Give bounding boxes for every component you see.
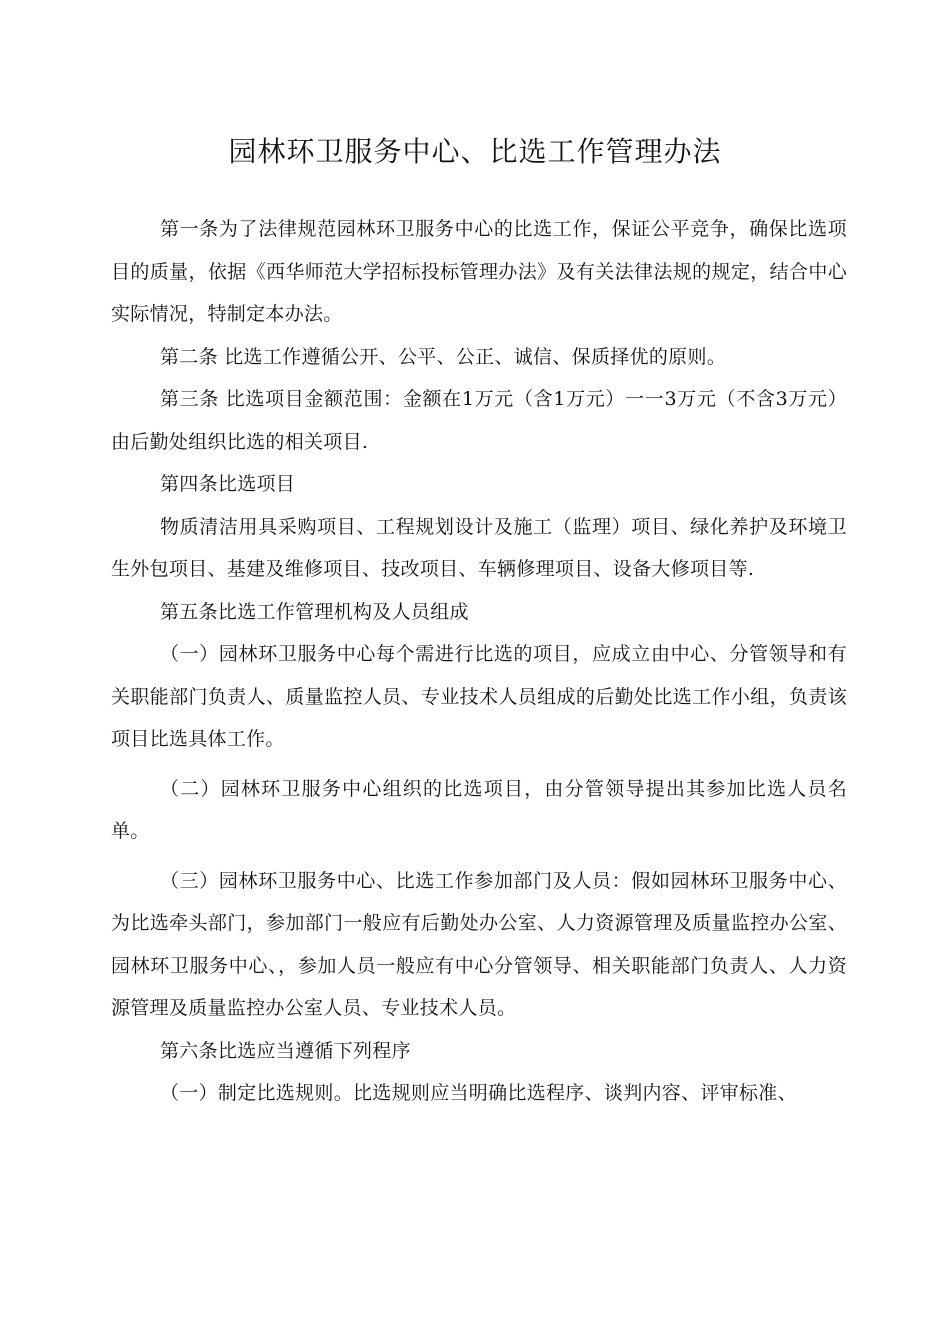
article-1-paragraph: 第一条为了法律规范园林环卫服务中心的比选工作，保证公平竞争，确保比选项目的质量，依据《西华师范大学招标投标管理办法》及有关法律法规的规定，结合中心实际情况，特制定本办法。 <box>111 218 847 325</box>
article-2-paragraph: 第二条 比选工作遵循公开、公平、公正、诚信、保质择优的原则。 <box>160 345 727 368</box>
article-6-item-1: （一）制定比选规则。比选规则应当明确比选程序、谈判内容、评审标准、 <box>160 1082 797 1104</box>
article-6-heading: 第六条比选应当遵循下列程序 <box>160 1039 411 1062</box>
article-5-item-3: （三）园林环卫服务中心、比选工作参加部门及人员：假如园林环卫服务中心、为比选牵头部门，参加部门一般应有后勤处办公室、人力资源管理及质量监控办公室、园林环卫服务中心、，参加人员一般应有中心分管领导、相关职能部门负责人、人力资源管理及质量监控办公室人员、专业技术人员。 <box>111 869 847 1019</box>
article-4-content: 物质清洁用具采购项目、工程规划设计及施工（监理）项目、绿化养护及环境卫生外包项目、基建及维修项目、技改项目、车辆修理项目、设备大修项目等. <box>111 515 847 580</box>
document-body <box>111 208 847 1115</box>
article-4-heading: 第四条比选项目 <box>160 473 296 495</box>
article-5-item-2: （二）园林环卫服务中心组织的比选项目，由分管领导提出其参加比选人员名单。 <box>111 777 847 842</box>
article-5-item-1: （一）园林环卫服务中心每个需进行比选的项目，应成立由中心、分管领导和有关职能部门负责人、质量监控人员、专业技术人员组成的后勤处比选工作小组，负责该项目比选具体工作。 <box>111 643 847 750</box>
document-title: 园林环卫服务中心、比选工作管理办法 <box>228 135 722 168</box>
article-5-heading: 第五条比选工作管理机构及人员组成 <box>160 600 469 623</box>
article-3-paragraph: 第三条 比选项目金额范围：金额在1万元（含1万元）一一3万元（不含3万元）由后勤处组织比选的相关项目. <box>111 388 847 453</box>
